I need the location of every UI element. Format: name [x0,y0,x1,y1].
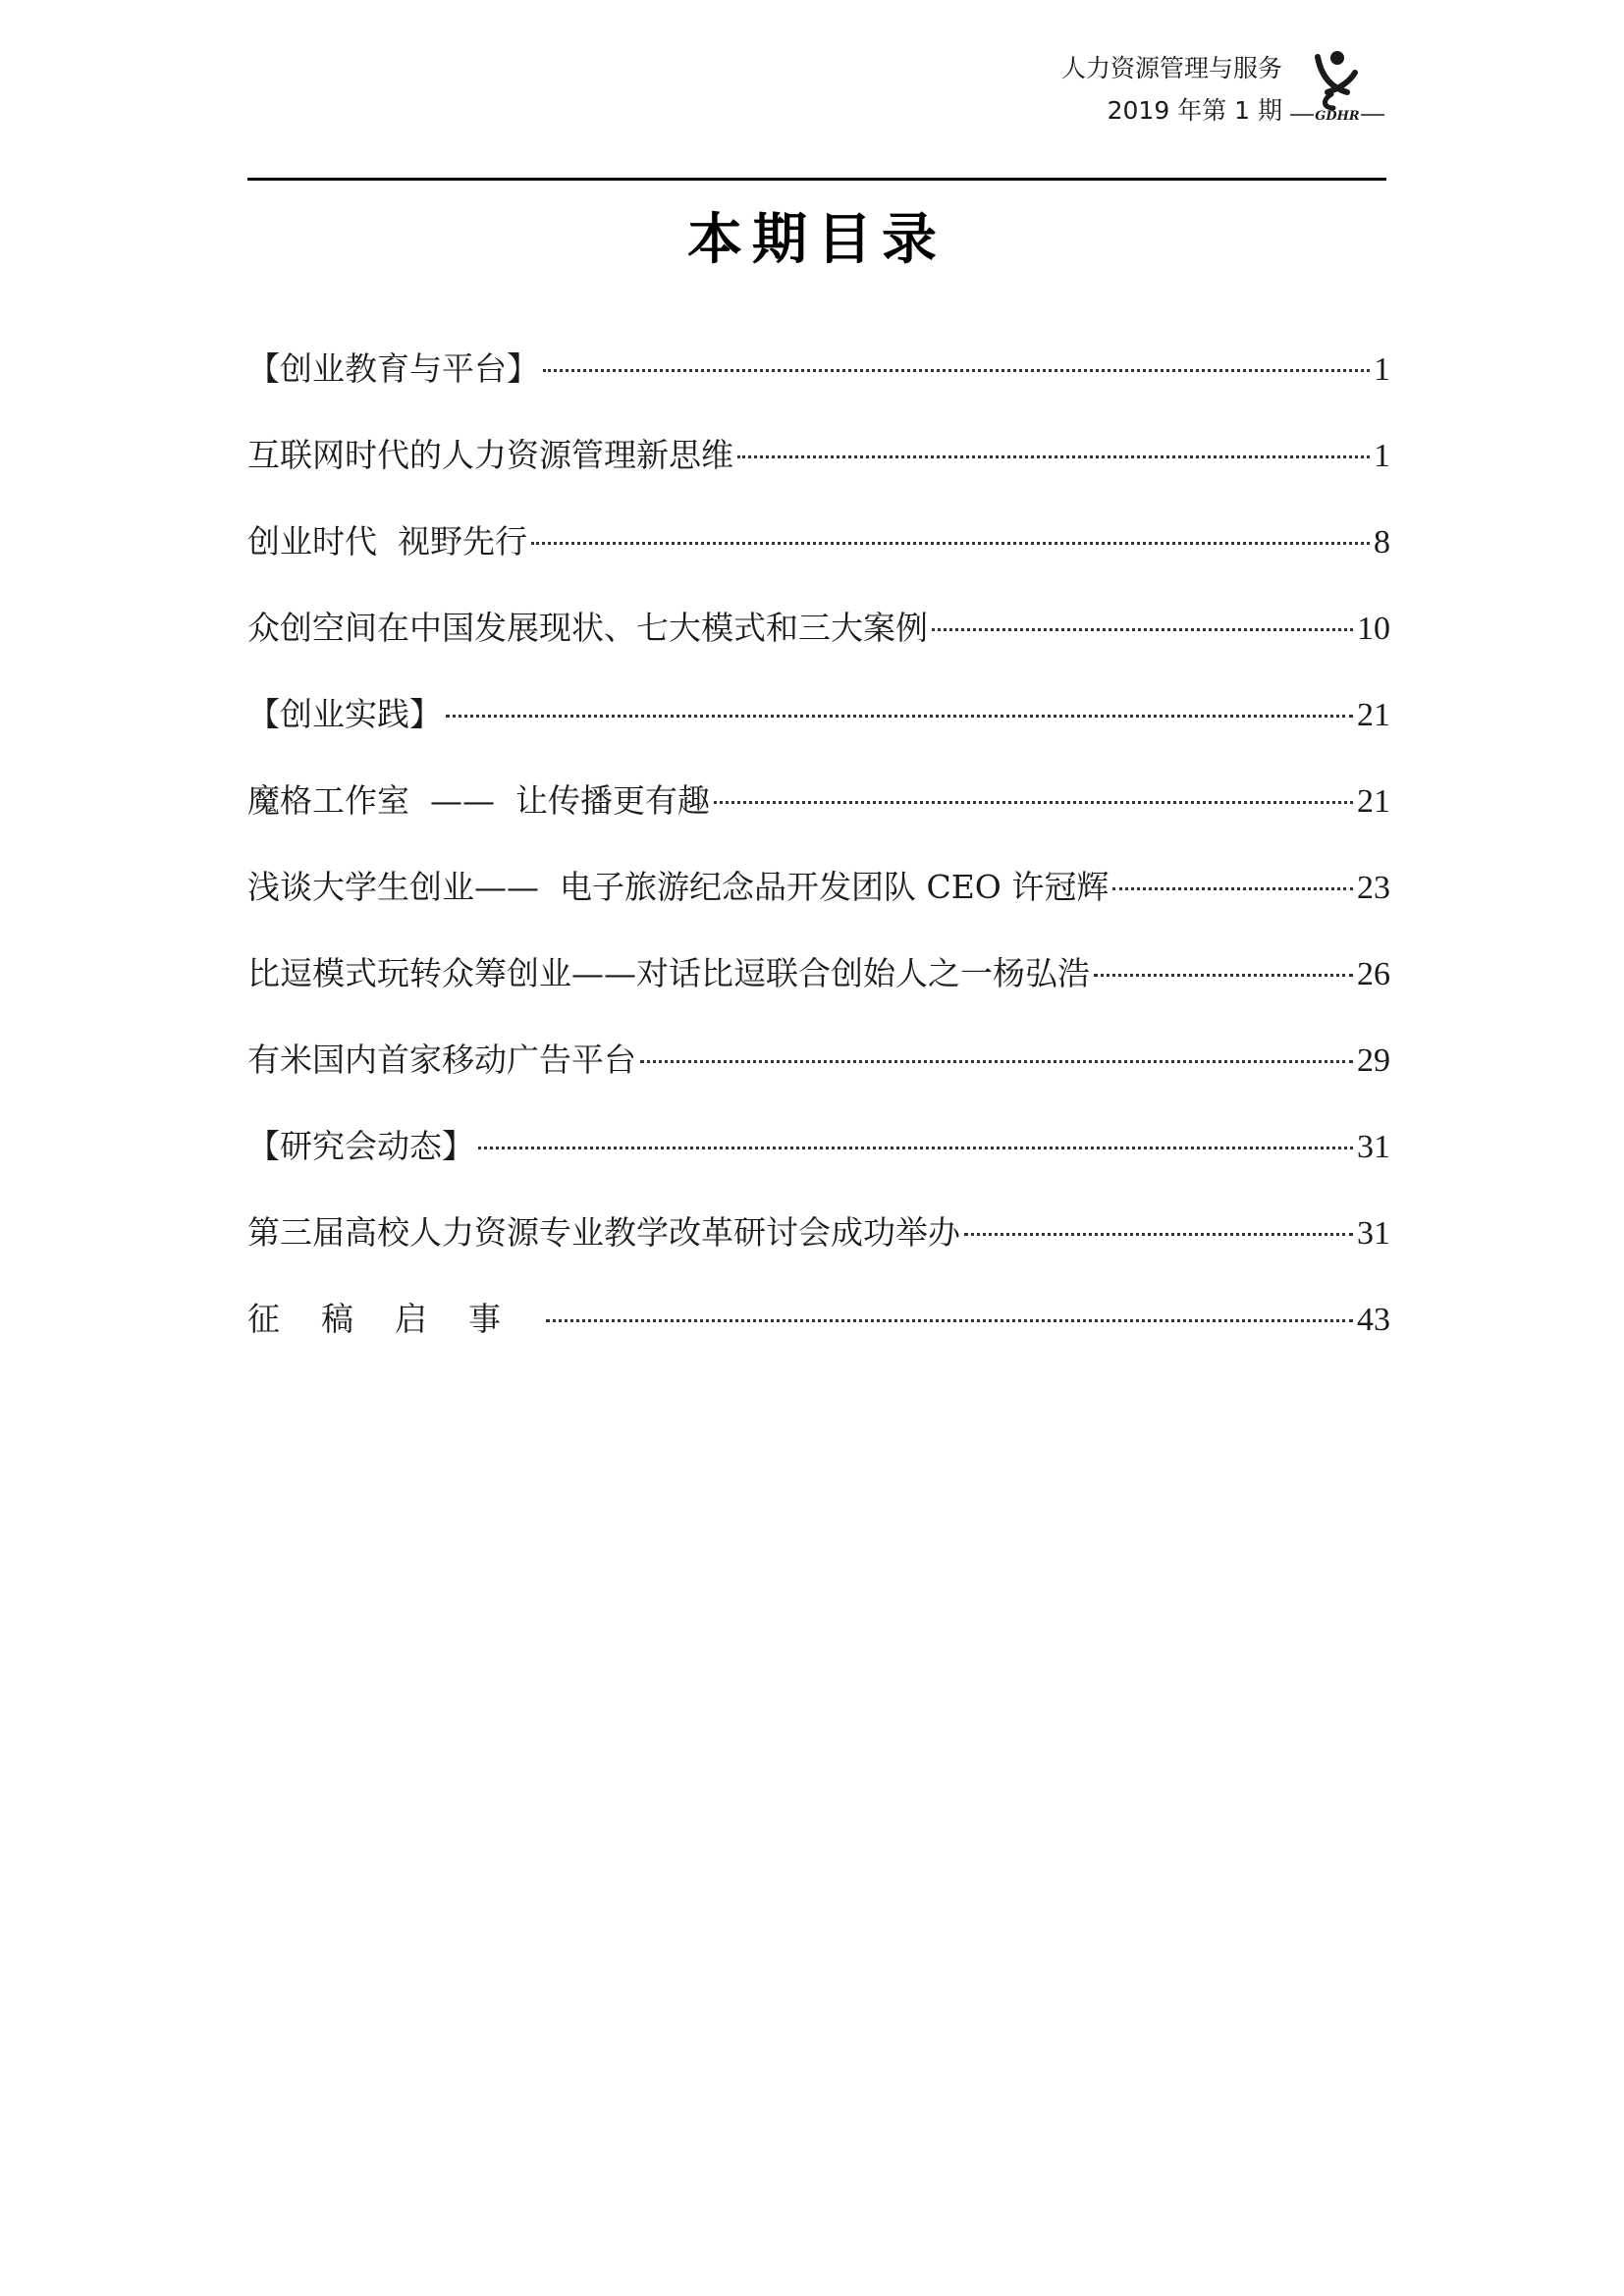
toc-entry-page: 10 [1357,611,1390,647]
toc-leader-dots [1094,974,1353,977]
toc-entry[interactable] [247,1117,1390,1203]
journal-name: 人力资源管理与服务 [1060,54,1282,82]
toc-entry-title: 众创空间在中国发展现状、七大模式和三大案例 [247,609,928,647]
toc-entry-title: 魔格工作室 —— 让传播更有趣 [247,781,710,820]
toc-entry[interactable] [247,944,1390,1031]
toc-entry[interactable] [247,1290,1390,1376]
toc-entry-page: 43 [1357,1302,1390,1338]
toc-leader-dots [714,801,1353,804]
toc-entry-title: 第三届高校人力资源专业教学改革研讨会成功举办 [247,1213,960,1252]
page-header [247,47,1386,135]
page-title: 本期目录 [687,208,947,272]
toc-entry[interactable] [247,426,1390,512]
toc-entry-title: 互联网时代的人力资源管理新思维 [247,436,733,474]
toc-leader-dots [737,455,1370,458]
toc-entry-page: 23 [1357,870,1390,906]
toc-entry-title: 征稿启事 [247,1300,542,1338]
toc-entry-title: 【研究会动态】 [247,1127,474,1165]
toc-entry-page: 26 [1357,956,1390,992]
toc-entry-page: 31 [1357,1129,1390,1165]
toc-entry-title: 创业时代 视野先行 [247,522,527,561]
toc-entry-page: 31 [1357,1215,1390,1252]
toc-entry[interactable] [247,599,1390,685]
toc-leader-dots [640,1060,1353,1063]
header-rule [247,178,1386,181]
toc-leader-dots [446,715,1353,718]
toc-entry[interactable] [247,858,1390,944]
toc-entry-page: 8 [1374,524,1390,561]
toc-leader-dots [932,628,1353,631]
gdhr-logo-icon [1288,49,1386,128]
toc-entry-page: 21 [1357,697,1390,733]
toc-entry[interactable] [247,685,1390,772]
toc-entry-title: 比逗模式玩转众筹创业——对话比逗联合创始人之一杨弘浩 [247,954,1090,992]
table-of-contents [247,340,1390,1376]
toc-leader-dots [478,1147,1353,1149]
issue-number: 2019 年第 1 期 [1107,96,1282,125]
toc-entry[interactable] [247,1031,1390,1117]
logo-text: GDHR [1315,109,1360,124]
toc-leader-dots [543,369,1370,372]
header-text [1061,47,1282,132]
toc-entry-page: 21 [1357,783,1390,820]
toc-leader-dots [964,1233,1353,1236]
toc-entry-title: 有米国内首家移动广告平台 [247,1041,636,1079]
toc-entry-title: 【创业教育与平台】 [247,349,539,388]
toc-leader-dots [546,1319,1353,1322]
toc-entry[interactable] [247,512,1390,599]
toc-entry-title: 浅谈大学生创业—— 电子旅游纪念品开发团队 CEO 许冠辉 [247,868,1110,906]
toc-entry[interactable] [247,772,1390,858]
toc-leader-dots [1112,887,1353,890]
toc-entry-title: 【创业实践】 [247,695,442,733]
toc-leader-dots [531,542,1370,545]
toc-entry[interactable] [247,1203,1390,1290]
toc-entry[interactable] [247,340,1390,426]
toc-entry-page: 1 [1374,351,1390,388]
toc-entry-page: 29 [1357,1042,1390,1079]
toc-entry-page: 1 [1374,438,1390,474]
